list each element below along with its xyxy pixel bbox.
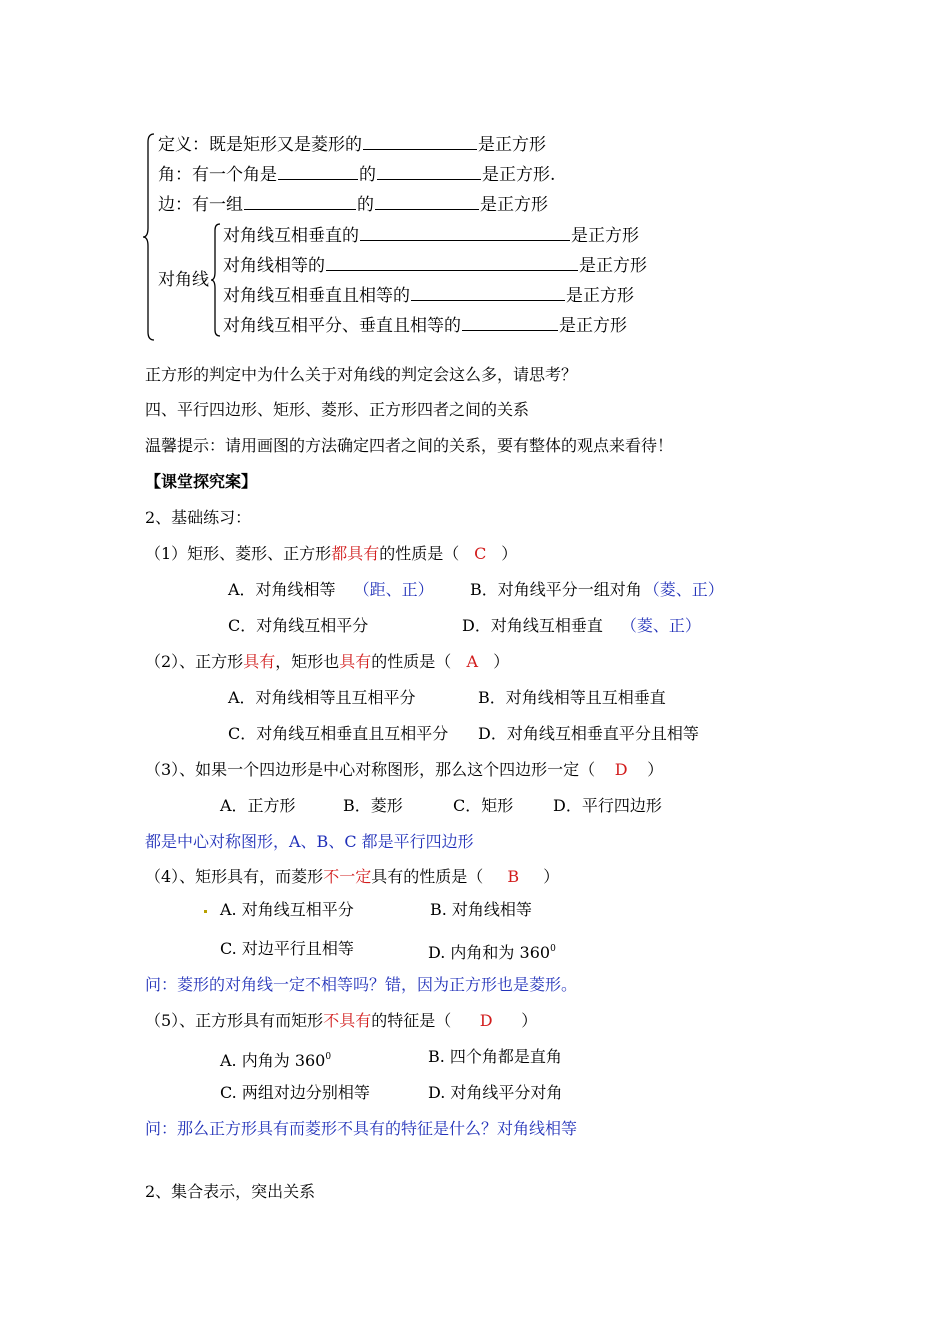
- q2-option-d: D．对角线互相垂直平分且相等: [478, 724, 699, 743]
- diagonal-line-2: 对角线相等的 是正方形: [223, 256, 647, 276]
- set-representation-heading: 2、集合表示，突出关系: [145, 1182, 316, 1201]
- q2-option-b: B．对角线相等且互相垂直: [478, 688, 666, 707]
- q3-option-d: D．平行四边形: [553, 796, 662, 815]
- marker-dot: [204, 910, 207, 913]
- blank[interactable]: [375, 193, 479, 210]
- blank[interactable]: [411, 284, 565, 301]
- section-four-heading: 四、平行四边形、矩形、菱形、正方形四者之间的关系: [145, 400, 530, 419]
- side-line: 边：有一组 的 是正方形: [158, 195, 548, 215]
- question-2: （2）、正方形具有，矩形也具有的性质是（ A ）: [145, 652, 510, 671]
- blank[interactable]: [462, 314, 558, 331]
- outer-brace: [142, 132, 156, 342]
- question-1: （1）矩形、菱形、正方形都具有的性质是（ C ）: [145, 544, 518, 563]
- q1-option-d: D．对角线互相垂直 （菱、正）: [462, 616, 701, 635]
- blank[interactable]: [244, 193, 356, 210]
- q4-option-c: C. 对边平行且相等: [220, 939, 354, 958]
- diagonal-line-3: 对角线互相垂直且相等的 是正方形: [223, 286, 634, 306]
- basic-practice-heading: 2、基础练习：: [145, 508, 252, 527]
- q4-option-b: B. 对角线相等: [430, 900, 532, 919]
- q5-option-b: B. 四个角都是直角: [428, 1047, 562, 1066]
- q1-option-b: B．对角线平分一组对角 （菱、正）: [470, 580, 724, 599]
- q3-option-a: A．正方形: [220, 796, 296, 815]
- blank[interactable]: [377, 163, 481, 180]
- diagonal-line-1: 对角线互相垂直的 是正方形: [223, 226, 639, 246]
- think-question: 正方形的判定中为什么关于对角线的判定会这么多，请思考？: [145, 365, 578, 384]
- answer: B: [507, 867, 520, 886]
- blank[interactable]: [278, 163, 358, 180]
- q3-note: 都是中心对称图形，A、B、C 都是平行四边形: [145, 832, 474, 851]
- question-5: （5）、正方形具有而矩形不具有的特征是（ D ）: [145, 1011, 538, 1030]
- blank[interactable]: [360, 224, 570, 241]
- q4-option-a: A. 对角线互相平分: [220, 900, 354, 919]
- q1-option-a: A．对角线相等 （距、正）: [228, 580, 434, 599]
- q3-option-c: C．矩形: [453, 796, 514, 815]
- question-3: （3）、如果一个四边形是中心对称图形，那么这个四边形一定（ D ）: [145, 760, 664, 779]
- definition-line: 定义：既是矩形又是菱形的 是正方形: [158, 135, 546, 155]
- q5-note: 问：那么正方形具有而菱形不具有的特征是什么？对角线相等: [145, 1119, 578, 1138]
- classroom-heading: 【课堂探究案】: [145, 472, 258, 491]
- q5-option-a: A. 内角为 $360^0$: [220, 1051, 332, 1070]
- q5-option-c: C. 两组对边分别相等: [220, 1083, 370, 1102]
- diagonal-label: 对角线: [158, 270, 209, 290]
- q1-option-c: C．对角线互相平分: [228, 616, 369, 635]
- diagonal-line-4: 对角线互相平分、垂直且相等的 是正方形: [223, 316, 627, 336]
- answer: A: [466, 652, 479, 671]
- tip-text: 温馨提示：请用画图的方法确定四者之间的关系，要有整体的观点来看待！: [145, 436, 674, 455]
- blank[interactable]: [363, 133, 477, 150]
- q3-option-b: B．菱形: [343, 796, 403, 815]
- angle-line: 角：有一个角是 的 是正方形.: [158, 165, 556, 185]
- answer: C: [474, 544, 487, 563]
- q5-option-d: D. 对角线平分对角: [428, 1083, 563, 1102]
- inner-brace: [210, 222, 222, 338]
- question-4: （4）、矩形具有，而菱形不一定具有的性质是（ B ）: [145, 867, 560, 886]
- answer: D: [614, 760, 628, 779]
- q4-option-d: D. 内角和为 $360^0$: [428, 943, 556, 962]
- q4-note: 问：菱形的对角线一定不相等吗？错，因为正方形也是菱形。: [145, 975, 578, 994]
- blank[interactable]: [326, 254, 578, 271]
- q2-option-c: C．对角线互相垂直且互相平分: [228, 724, 449, 743]
- q2-option-a: A．对角线相等且互相平分: [228, 688, 416, 707]
- answer: D: [479, 1011, 493, 1030]
